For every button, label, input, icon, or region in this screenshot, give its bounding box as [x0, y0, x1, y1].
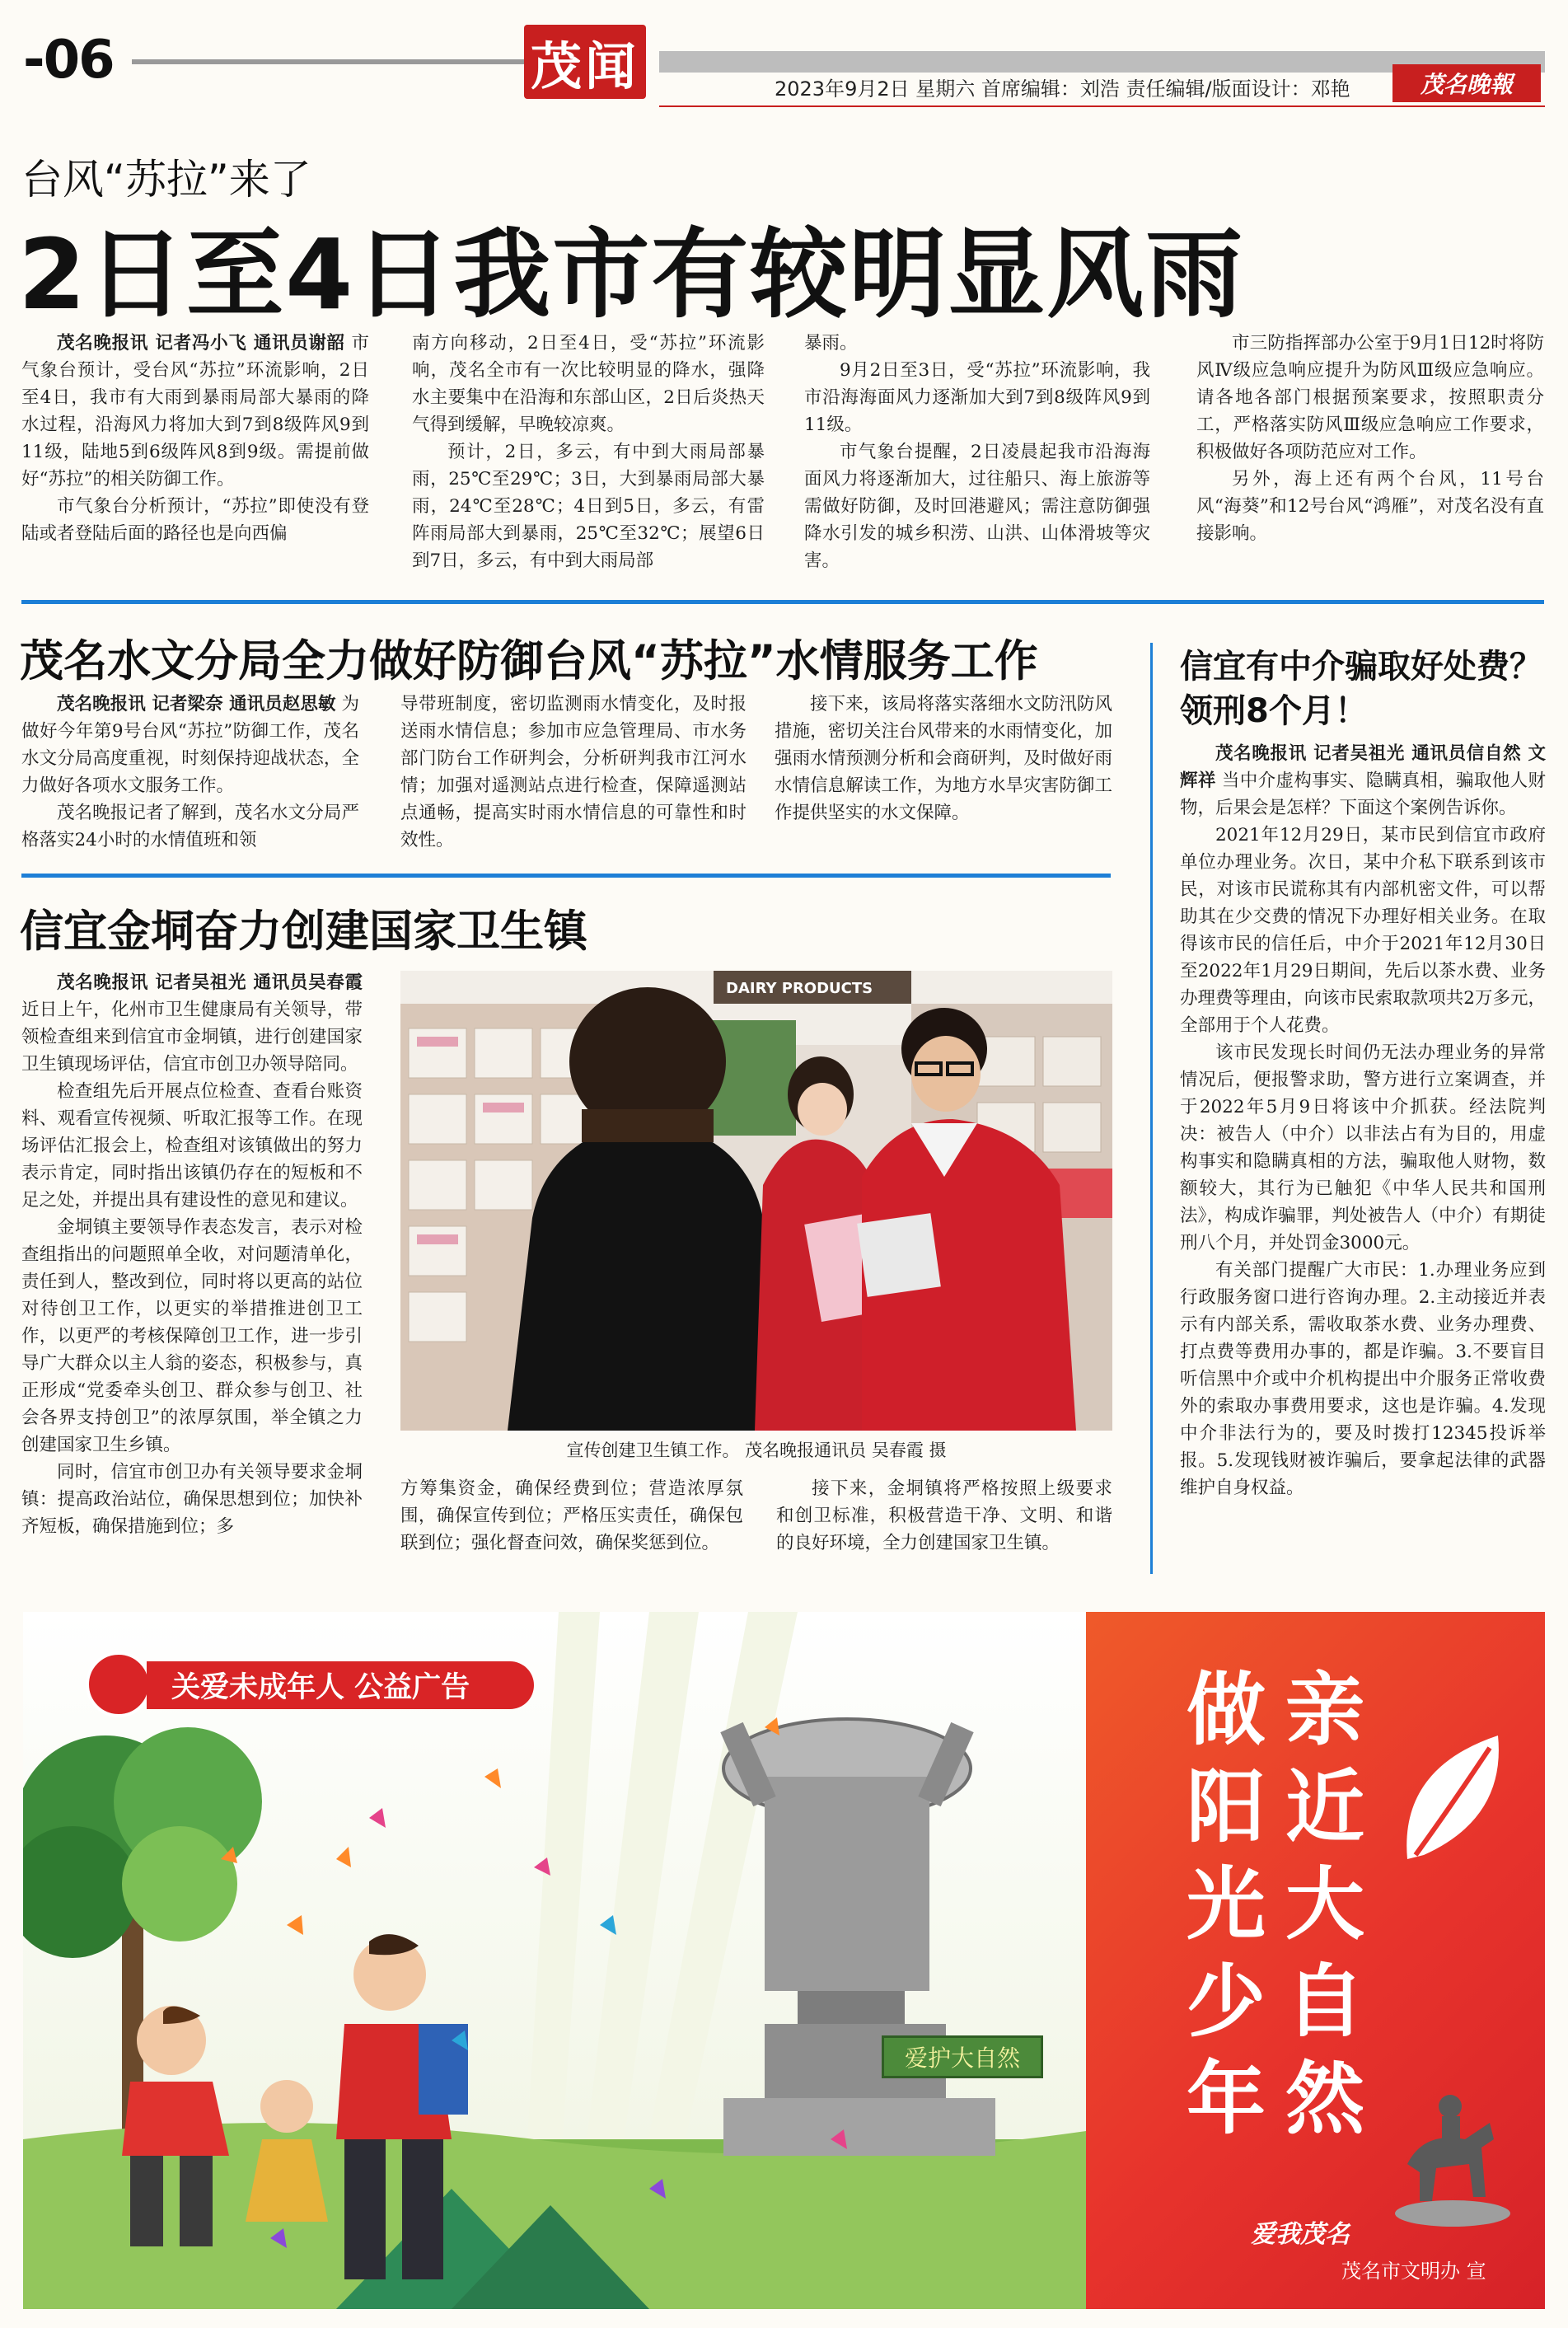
lead-col3-p2: 9月2日至3日，受“苏拉”环流影响，我市沿海海面风力逐渐加大到7到8级阵风9到11级。 [804, 360, 1150, 435]
equestrian-statue-icon [1391, 2065, 1514, 2230]
ad-badge: 关爱未成年人 公益广告 [147, 1661, 534, 1709]
section-tag: 茂闻 [524, 25, 646, 99]
lead-headline: 2日至4日我市有较明显风雨 [18, 218, 1245, 331]
hydro-column-2 [400, 691, 747, 854]
fraud-headline-line2: 领刑8个月！ [1180, 692, 1368, 730]
sanitation-col1-text: 近日上午，化州市卫生健康局有关领导，带领检查组来到信宜市金垌镇，进行创建国家卫生镇现场评估，信宜市创卫办领导陪同。 [21, 1000, 363, 1075]
ad-logo-emblem [86, 1651, 152, 1717]
sanitation-col1-p1 [21, 969, 363, 1078]
hydro-headline: 茂名水文分局全力做好防御台风“苏拉”水情服务工作 [20, 636, 1038, 686]
lead-col1-p2: 市气象台分析预计，“苏拉”即使没有登陆或者登陆后面的路径也是向西偏 [21, 496, 369, 544]
sanitation-col2-p1: 方筹集资金，确保经费到位；营造浓厚氛围，确保宣传到位；严格压实责任，确保包联到位；强化督查问效，确保奖惩到位。 [400, 1478, 743, 1553]
lead-col4-p1: 市三防指挥部办公室于9月1日12时将防风Ⅳ级应急响应提升为防风Ⅲ级应急响应。请各地各部门根据预案要求，按照职责分工，严格落实防风Ⅲ级应急响应工作要求，积极做好各项防范应对工作。 [1196, 333, 1544, 462]
ad-logo-text: 爱我茂名 [1251, 2220, 1350, 2249]
column-divider [1150, 643, 1153, 1574]
lead-col3-p3: 市气象台提醒，2日凌晨起我市沿海海面风力将逐渐加大，过往船只、海上旅游等需做好防御，及时回港避风；需注意防御强降水引发的城乡积涝、山洪、山体滑坡等灾害。 [804, 442, 1150, 571]
lead-byline: 茂名晚报讯 记者冯小飞 通讯员谢韶 [57, 333, 345, 354]
header-underline [659, 105, 1545, 107]
page-number: -06 [23, 30, 114, 91]
hydro-col3-p1: 接下来，该局将落实落细水文防汛防风措施，密切关注台风带来的水雨情变化，加强雨水情预测分析和会商研判，及时做好雨水情信息解读工作，为地方水旱灾害防御工作提供坚实的水文保障。 [775, 694, 1112, 823]
hydro-column-1 [21, 691, 359, 854]
fraud-headline-line1: 信宜有中介骗取好处费？ [1180, 648, 1542, 686]
sanitation-col3-p1: 接下来，金垌镇将严格按照上级要求和创卫标准，积极营造干净、文明、和谐的良好环境，全力创建国家卫生镇。 [776, 1478, 1112, 1553]
lead-col2-p2: 预计，2日，多云，有中到大雨局部暴雨，25℃至29℃；3日，大到暴雨局部大暴雨，24℃至28℃；4日到5日，多云，有雷阵雨局部大到暴雨，25℃至32℃；展望6日到7日，多云，有中到大雨局部 [412, 442, 765, 571]
sanitation-column-1 [21, 969, 363, 1540]
photo-illustration [400, 971, 1112, 1431]
sanitation-col1-p3: 金垌镇主要领导作表态发言，表示对检查组指出的问题照单全收，对问题清单化，责任到人，整改到位，同时将以更高的站位对待创卫工作，以更实的举措推进创卫工作，以更严的考核保障创卫工作，进一步引导广大群众以主人翁的姿态，积极参与，真正形成“党委牵头创卫、群众参与创卫、社会各界支持创卫”的浓厚氛围，举全镇之力创建国家卫生乡镇。 [21, 1217, 363, 1455]
lead-col4-p2: 另外，海上还有两个台风，11号台风“海葵”和12号台风“鸿雁”，对茂名没有直接影响。 [1196, 469, 1544, 544]
hydro-col1-text: 为做好今年第9号台风“苏拉”防御工作，茂名水文分局高度重视，时刻保持迎战状态，全力做好各项水文服务工作。 [21, 694, 359, 796]
hydro-column-3 [775, 691, 1112, 827]
fraud-p2: 2021年12月29日，某市民到信宜市政府单位办理业务。次日，某中介私下联系到该市民，对该市民谎称其有内部机密文件，可以帮助其在少交费的情况下办理好相关业务。在取得该市民的信任后，中介于2021年12月30日至2022年1月29日期间，先后以茶水费、业务办理费等理由，向该市民索取款项共2万多元，全部用于个人花费。 [1180, 825, 1546, 1036]
hydro-byline: 茂名晚报讯 记者梁奈 通讯员赵思敏 [57, 694, 336, 714]
sanitation-byline: 茂名晚报讯 记者吴祖光 通讯员吴春霞 [57, 972, 363, 993]
sanitation-column-3 [776, 1475, 1112, 1557]
ad-slogan-column-1: 亲近大自然 [1285, 1664, 1364, 2145]
sanitation-headline: 信宜金垌奋力创建国家卫生镇 [20, 906, 587, 957]
photo-caption: 宣传创建卫生镇工作。 茂名晚报通讯员 吴春霞 摄 [566, 1440, 947, 1460]
fraud-p1 [1180, 740, 1546, 822]
lead-column-2 [412, 330, 765, 574]
lead-kicker: 台风“苏拉”来了 [21, 156, 311, 204]
fraud-p1-text: 当中介虚构事实、隐瞒真相，骗取他人财物，后果会是怎样？下面这个案例告诉你。 [1180, 771, 1546, 818]
fraud-column [1180, 740, 1546, 1501]
lead-col2-p1: 南方向移动，2日至4日，受“苏拉”环流影响，茂名全市有一次比较明显的降水，强降水主要集中在沿海和东部山区，2日后炎热天气得到缓解，早晚较凉爽。 [412, 333, 765, 435]
fraud-p3: 该市民发现长时间仍无法办理业务的异常情况后，便报警求助，警方进行立案调查，并于2022年5月9日将该中介抓获。经法院判决：被告人（中介）以非法占有为目的，用虚构事实和隐瞒真相的方法，骗取他人财物，数额较大，其行为已触犯《中华人民共和国刑法》，构成诈骗罪，判处被告人（中介）有期徒刑八个月，并处罚金3000元。 [1180, 1042, 1546, 1253]
photo-store-sign: DAIRY PRODUCTS [726, 980, 873, 997]
lead-col1-text: 市气象台预计，受台风“苏拉”环流影响，2日至4日，我市有大雨到暴雨局部大暴雨的降水过程，沿海风力将加大到7到8级阵风9到11级，陆地5到6级阵风8到9级。需提前做好“苏拉”的相关防御工作。 [21, 333, 369, 489]
ad-slogan-panel [1086, 1612, 1545, 2309]
ad-publisher: 茂名市文明办 宣 [1341, 2260, 1486, 2283]
leaf-icon [1391, 1719, 1514, 1876]
section-divider-1 [21, 600, 1544, 604]
lead-column-4 [1196, 330, 1544, 547]
lead-col1-p1 [21, 330, 369, 493]
ad-slogan-column-2: 做阳光少年 [1187, 1664, 1266, 2145]
fraud-byline: 茂名晚报讯 记者吴祖光 通讯员信自然 文辉祥 [1180, 743, 1546, 791]
lead-column-3 [804, 330, 1150, 574]
lead-col3-p1: 暴雨。 [804, 333, 858, 354]
hydro-col1-p1 [21, 691, 359, 799]
date-line: 2023年9月2日 星期六 首席编辑：刘浩 责任编辑/版面设计：邓艳 [775, 77, 1350, 101]
masthead-logo: 茂名晚報 [1392, 64, 1541, 102]
ad-illustration [23, 1612, 1086, 2309]
hydro-col1-p2: 茂名晚报记者了解到，茂名水文分局严格落实24小时的水情值班和领 [21, 803, 359, 850]
sanitation-photo [400, 971, 1112, 1431]
sanitation-col1-p2: 检查组先后开展点位检查、查看台账资料、观看宣传视频、听取汇报等工作。在现场评估汇报会上，检查组对该镇做出的努力表示肯定，同时指出该镇仍存在的短板和不足之处，并提出具有建设性的意见和建议。 [21, 1081, 363, 1211]
public-service-ad [23, 1612, 1545, 2309]
section-divider-2 [21, 874, 1111, 878]
fraud-headline [1180, 644, 1551, 733]
header-rule-left [132, 59, 527, 64]
sanitation-column-2 [400, 1475, 743, 1557]
hydro-col2-p1: 导带班制度，密切监测雨水情变化，及时报送雨水情信息；参加市应急管理局、市水务部门防台工作研判会，分析研判我市江河水情；加强对遥测站点进行检查，保障遥测站点通畅，提高实时雨水情信息的可靠性和时效性。 [400, 694, 747, 850]
fraud-p4: 有关部门提醒广大市民：1.办理业务应到行政服务窗口进行咨询办理。2.主动接近并表示有内部关系，需收取茶水费、业务办理费、打点费等费用办事的，都是诈骗。3.不要盲目听信黑中介或中介机构提出中介服务正常收费外的索取办事费用要求，这也是诈骗。4.发现中介非法行为的，要及时拨打12345投诉举报。5.发现钱财被诈骗后，要拿起法律的武器维护自身权益。 [1180, 1260, 1546, 1498]
ad-plaque: 爱护大自然 [882, 2035, 1043, 2078]
sanitation-col1-p4: 同时，信宜市创卫办有关领导要求金垌镇：提高政治站位，确保思想到位；加快补齐短板，确保措施到位；多 [21, 1462, 363, 1537]
lead-column-1 [21, 330, 369, 547]
